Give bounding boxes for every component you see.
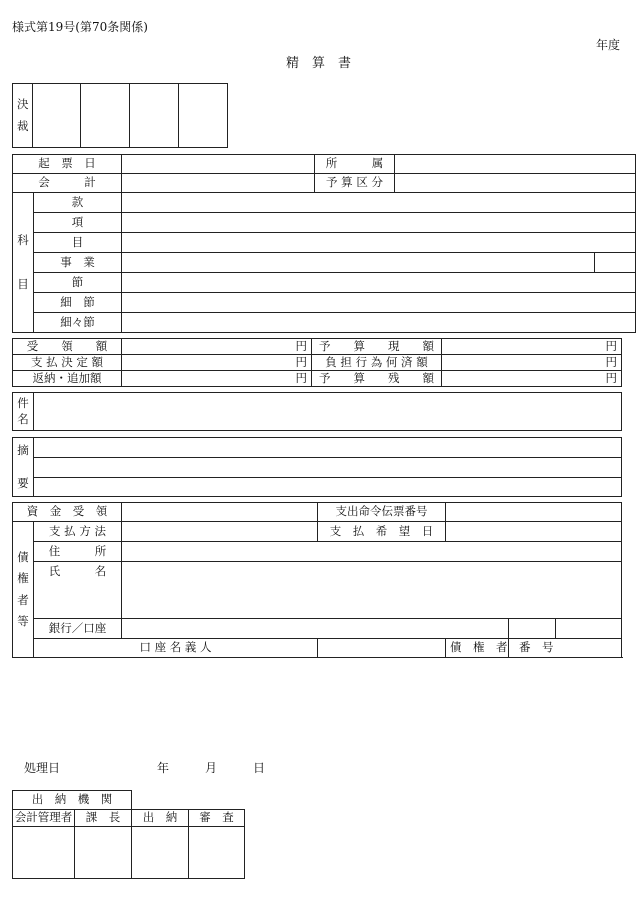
approval-cell[interactable] [81, 84, 130, 148]
suitou-col-header: 課 長 [75, 810, 132, 827]
suitou-col-header: 会計管理者 [13, 810, 75, 827]
basic-info-table [12, 154, 636, 333]
shozoku-field[interactable] [395, 155, 636, 174]
processing-year-label: 年 [157, 761, 170, 775]
suitou-table [12, 790, 245, 879]
shishutsu-no-label: 支出命令伝票番号 [318, 503, 446, 522]
yosan-gengaku-label: 予 算 現 額 [312, 339, 442, 355]
approval-label: 決 裁 [13, 84, 33, 148]
futan-koi-field[interactable]: 円 [442, 355, 622, 371]
approval-cell[interactable] [130, 84, 179, 148]
processing-month-label: 月 [205, 761, 218, 775]
kamoku-field[interactable] [122, 293, 636, 313]
suitou-col-header: 審 査 [189, 810, 245, 827]
account-number-field[interactable] [556, 619, 622, 639]
tekiyo-line[interactable] [34, 438, 622, 458]
tekiyo-line[interactable] [34, 478, 622, 497]
kamoku-field[interactable] [122, 233, 636, 253]
tekiyo-table [12, 437, 622, 497]
yosan-zangaku-field[interactable]: 円 [442, 371, 622, 387]
juryo-gaku-label: 受 領 額 [13, 339, 122, 355]
suitou-title-spacer [132, 791, 245, 810]
yosan-gengaku-field[interactable]: 円 [442, 339, 622, 355]
yosan-kubun-label: 予 算 区 分 [315, 174, 395, 193]
shimei-field[interactable] [122, 562, 622, 619]
saiken-no-label: 債 権 者 番 号 [446, 639, 509, 658]
kamoku-label: 科 目 [13, 193, 34, 333]
suitou-col-header: 出 納 [132, 810, 189, 827]
kaikei-label: 会 計 [13, 174, 122, 193]
shozoku-label: 所 属 [315, 155, 395, 174]
kibo-bi-label: 支 払 希 望 日 [318, 522, 446, 542]
suitou-stamp-cell[interactable] [132, 827, 189, 879]
kenmei-label: 件 名 [13, 393, 34, 431]
suitou-stamp-cell[interactable] [189, 827, 245, 879]
kamoku-field[interactable] [122, 253, 595, 273]
yosan-zangaku-label: 予 算 残 額 [312, 371, 442, 387]
yosan-kubun-field[interactable] [395, 174, 636, 193]
henno-label: 返納・追加額 [13, 371, 122, 387]
shikin-juryo-label: 資 金 受 領 [13, 503, 122, 522]
kamoku-field[interactable] [122, 213, 636, 233]
kibo-bi-field[interactable] [446, 522, 622, 542]
meigi-field[interactable] [318, 639, 446, 658]
bank-field[interactable] [122, 619, 509, 639]
futan-koi-label: 負 担 行 為 何 済 額 [312, 355, 442, 371]
processing-day-label: 日 [253, 761, 266, 775]
shikin-juryo-field[interactable] [122, 503, 318, 522]
kamoku-field[interactable] [122, 193, 636, 213]
jusho-label: 住 所 [34, 542, 122, 562]
shiharai-hoho-field[interactable] [122, 522, 318, 542]
juryo-gaku-field[interactable]: 円 [122, 339, 312, 355]
kamoku-row-label: 目 [34, 233, 122, 253]
amount-table [12, 338, 622, 387]
payment-table [12, 502, 622, 658]
kamoku-row-label: 項 [34, 213, 122, 233]
shiharai-kettei-label: 支 払 決 定 額 [13, 355, 122, 371]
shiharai-kettei-field[interactable]: 円 [122, 355, 312, 371]
tekiyo-label: 摘 要 [13, 438, 34, 497]
kamoku-field[interactable] [122, 273, 636, 293]
jusho-field[interactable] [122, 542, 622, 562]
form-number: 様式第19号(第70条関係) [12, 20, 148, 34]
suitou-stamp-cell[interactable] [75, 827, 132, 879]
kihyo-date-label: 起 票 日 [13, 155, 122, 174]
fiscal-year-label: 年度 [596, 38, 621, 52]
kihyo-date-field[interactable] [122, 155, 315, 174]
kaikei-field[interactable] [122, 174, 315, 193]
shiharai-hoho-label: 支 払 方 法 [34, 522, 122, 542]
bank-label: 銀行／口座 [34, 619, 122, 639]
account-type-field[interactable] [509, 619, 556, 639]
approval-cell[interactable] [33, 84, 81, 148]
kamoku-row-label: 事 業 [34, 253, 122, 273]
document-title: 精 算 書 [286, 56, 352, 71]
kamoku-field[interactable] [122, 313, 636, 333]
kamoku-row-label: 細々節 [34, 313, 122, 333]
meigi-label: 口 座 名 義 人 [34, 639, 318, 658]
approval-cell[interactable] [179, 84, 228, 148]
jigyo-code-field[interactable] [595, 253, 636, 273]
saiken-label: 債 権 者 等 [13, 522, 34, 658]
suitou-title: 出 納 機 関 [13, 791, 132, 810]
kamoku-row-label: 節 [34, 273, 122, 293]
approval-table [12, 83, 228, 148]
shimei-label: 氏 名 [34, 562, 122, 619]
kamoku-row-label: 細 節 [34, 293, 122, 313]
suitou-stamp-cell[interactable] [13, 827, 75, 879]
shishutsu-no-field[interactable] [446, 503, 622, 522]
tekiyo-line[interactable] [34, 458, 622, 478]
kamoku-row-label: 款 [34, 193, 122, 213]
processing-date-label: 処理日 [24, 761, 61, 775]
kenmei-field[interactable] [34, 393, 622, 431]
henno-field[interactable]: 円 [122, 371, 312, 387]
kenmei-table [12, 392, 622, 431]
